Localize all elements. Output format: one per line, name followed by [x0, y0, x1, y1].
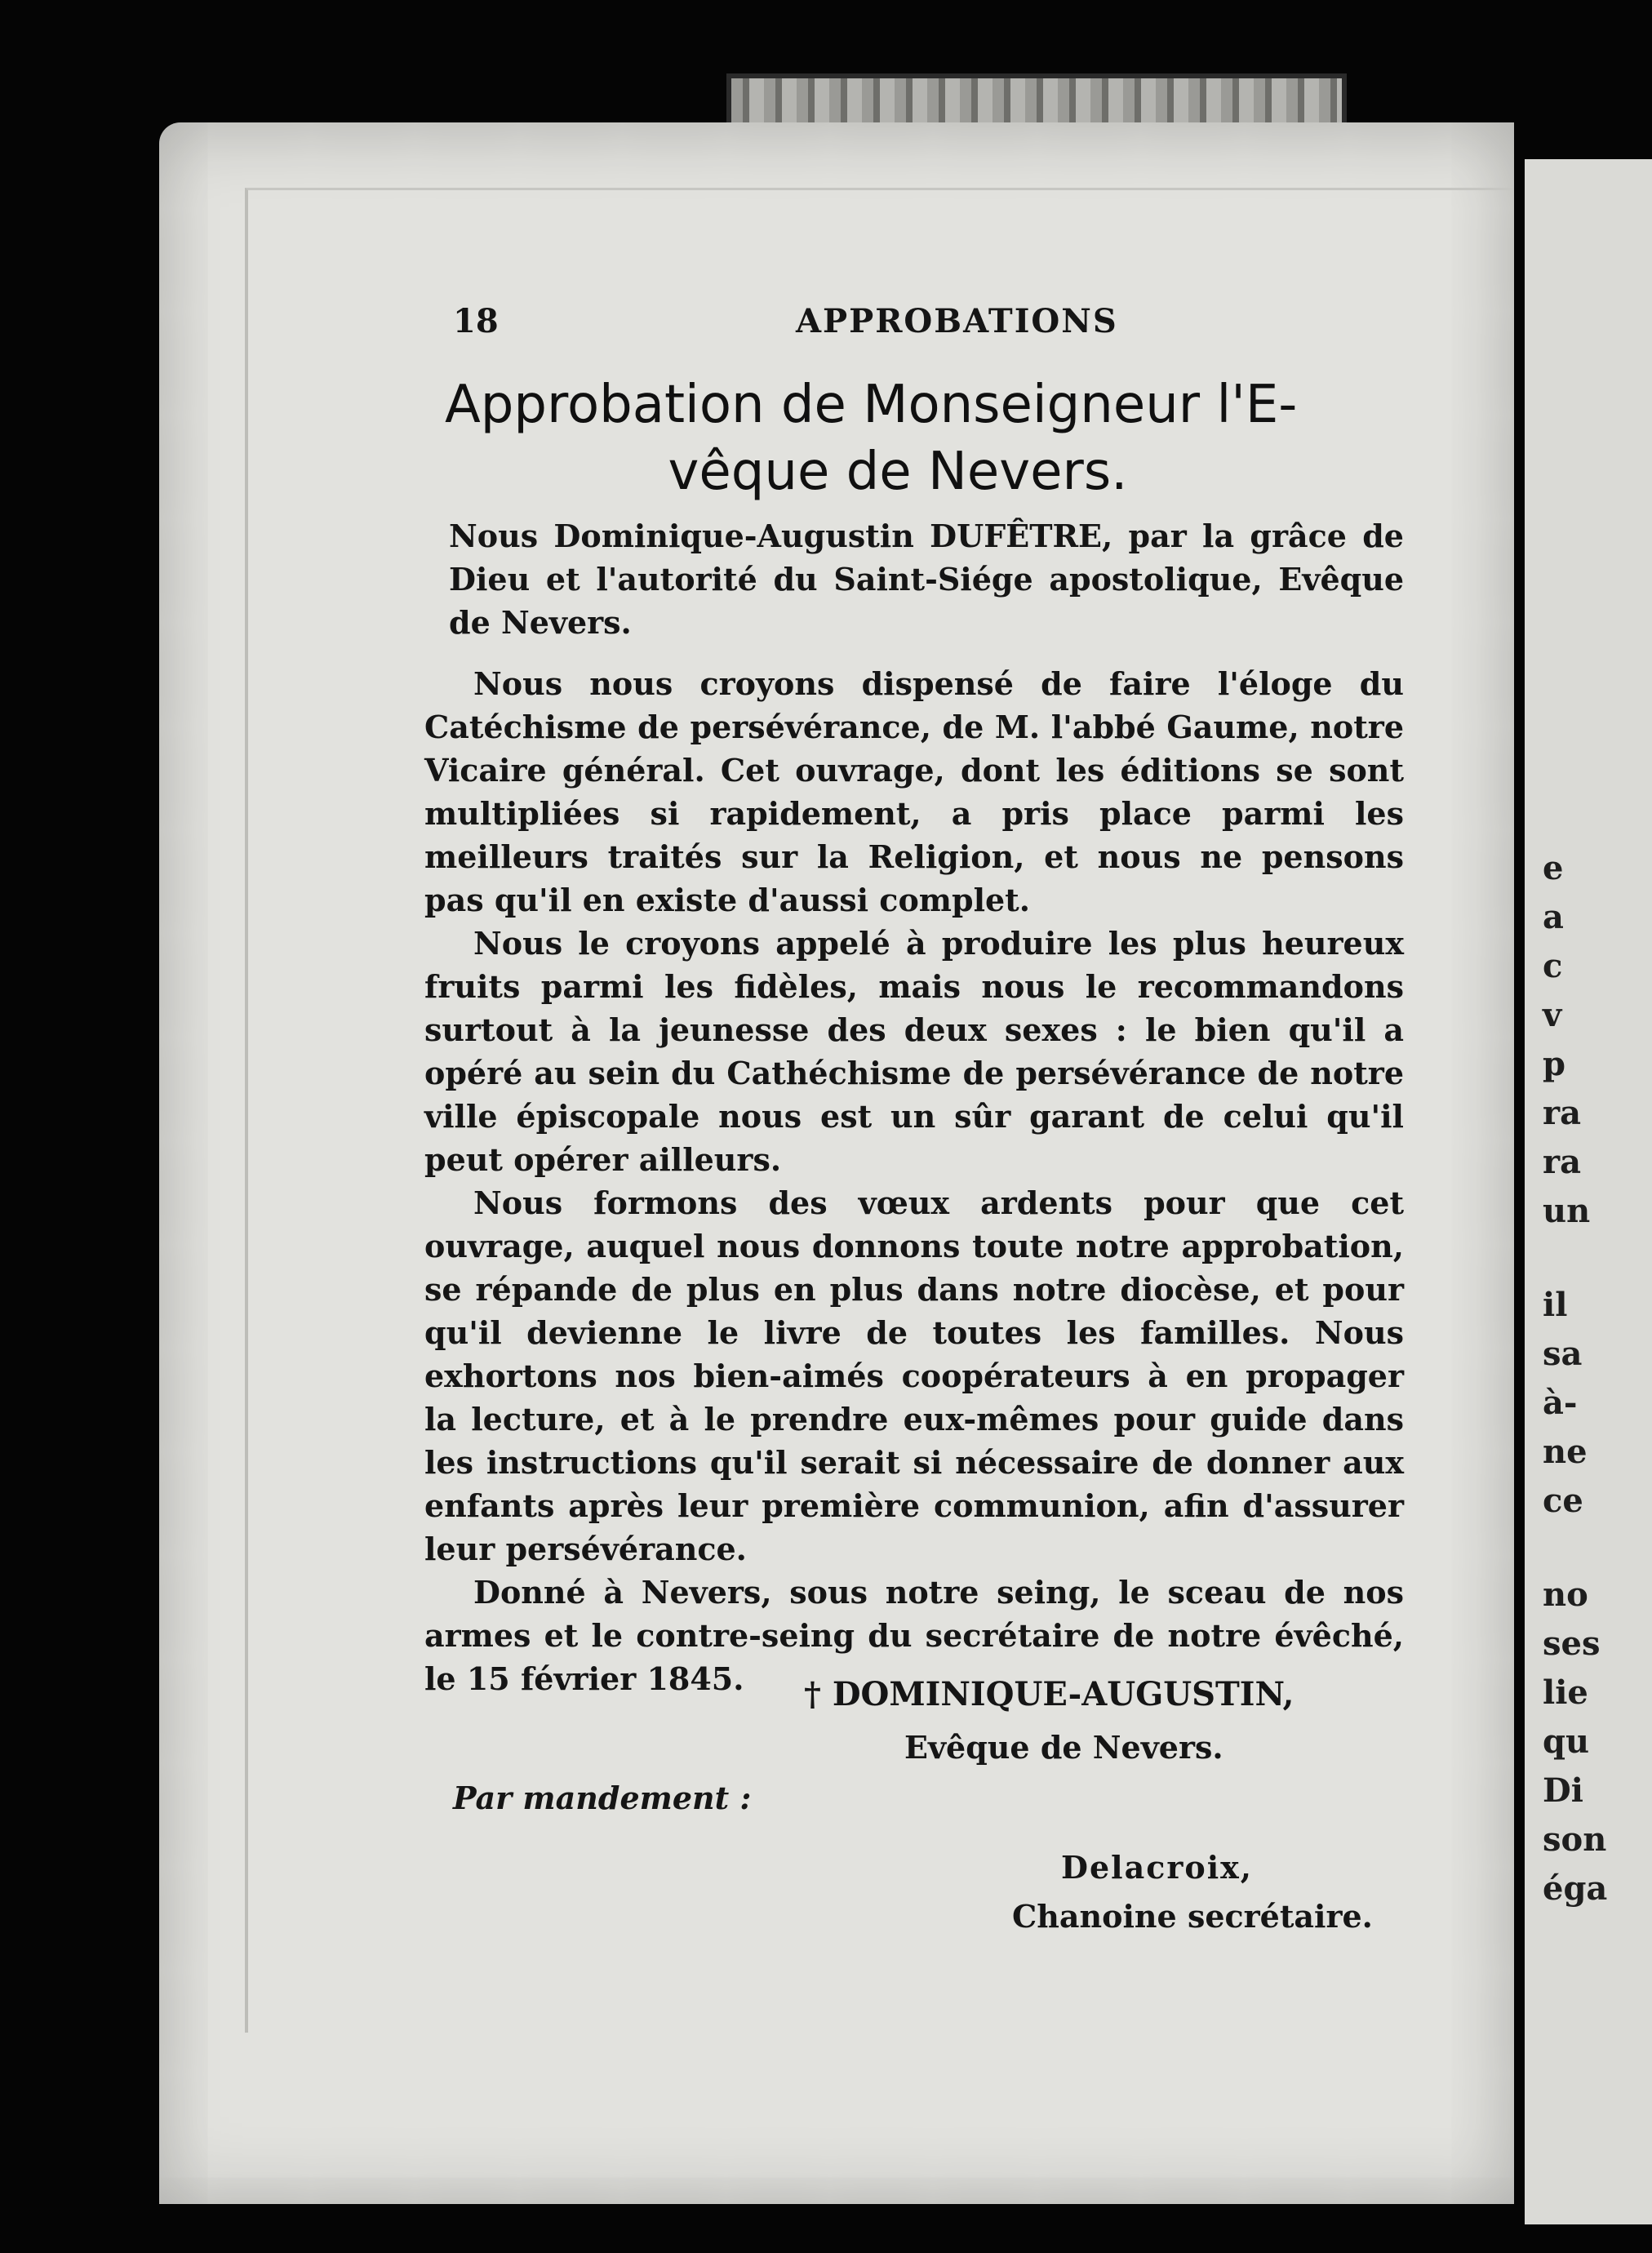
facing-page-line: ra	[1543, 1143, 1581, 1181]
facing-page	[1525, 159, 1652, 2224]
facing-page-line: v	[1543, 996, 1562, 1034]
facing-page-line: son	[1543, 1820, 1607, 1859]
signature-name: † DOMINIQUE-AUGUSTIN,	[804, 1675, 1295, 1713]
heading-line-1: Approbation de Monseigneur l'E-	[445, 375, 1298, 435]
facing-page-line: un	[1543, 1192, 1591, 1230]
approbation-body	[424, 514, 1404, 1700]
secretary-name: Delacroix,	[1061, 1849, 1254, 1886]
mandement-line: Par mandement :	[453, 1780, 752, 1816]
facing-page-line: c	[1543, 947, 1563, 985]
facing-page-line: il	[1543, 1286, 1568, 1324]
section-heading	[445, 371, 1424, 505]
facing-page-line: p	[1543, 1045, 1565, 1083]
body-paragraph: Nous formons des vœux ardents pour que cet ouvrage, auquel nous donnons toute notre approbation, se répande de plus en plus dans notre diocèse, et pour qu'il devienne le livre de toutes les familles. Nous exhortons nos bien-aimés coopérateurs à en propager la lecture, et à le prendre eux-mêmes pour guide dans les instructions qu'il serait si nécessaire de donner aux enfants après leur première communion, afin d'assurer leur persévérance.	[424, 1184, 1404, 1567]
body-paragraph: Nous nous croyons dispensé de faire l'éloge du Catéchisme de persévérance, de M. l'abbé Gaume, notre Vicaire général. Cet ouvrage, dont les éditions se sont multipliées si rapidement, a pris place parmi les meilleurs traités sur la Religion, et nous ne pensons pas qu'il en existe d'aussi complet.	[424, 665, 1404, 918]
facing-page-line: ses	[1543, 1624, 1601, 1663]
secretary-title: Chanoine secrétaire.	[1012, 1898, 1373, 1935]
facing-page-line: Di	[1543, 1771, 1583, 1810]
facing-page-line: ce	[1543, 1482, 1583, 1520]
facing-page-line: éga	[1543, 1869, 1608, 1908]
facing-page-line: lie	[1543, 1673, 1588, 1712]
facing-page-line: a	[1543, 898, 1564, 936]
facing-page-line: no	[1543, 1575, 1588, 1614]
body-paragraph: Nous le croyons appelé à produire les plus heureux fruits parmi les fidèles, mais nous le recommandons surtout à la jeunesse des deux sexes : le bien qu'il a opéré au sein du Cathéchisme de persévérance de notre ville épiscopale nous est un sûr garant de celui qu'il peut opérer ailleurs.	[424, 925, 1404, 1178]
body-paragraph: Donné à Nevers, sous notre seing, le sceau de nos armes et le contre-seing du secrétaire de notre évêché, le 15 février 1845.	[424, 1574, 1404, 1697]
signature-title: Evêque de Nevers.	[904, 1729, 1223, 1766]
facing-page-line: ra	[1543, 1094, 1581, 1132]
facing-page-line: qu	[1543, 1722, 1590, 1761]
heading-line-2: vêque de Nevers.	[668, 442, 1128, 502]
facing-page-line: e	[1543, 849, 1564, 887]
facing-page-line: ne	[1543, 1433, 1588, 1471]
intro-paragraph: Nous Dominique-Augustin DUFÊTRE, par la grâce de Dieu et l'autorité du Saint-Siége apostolique, Evêque de Nevers.	[449, 518, 1404, 641]
running-title: APPROBATIONS	[796, 302, 1118, 340]
page-number: 18	[453, 302, 499, 340]
facing-page-line: à-	[1543, 1384, 1578, 1422]
facing-page-line: sa	[1543, 1335, 1583, 1373]
